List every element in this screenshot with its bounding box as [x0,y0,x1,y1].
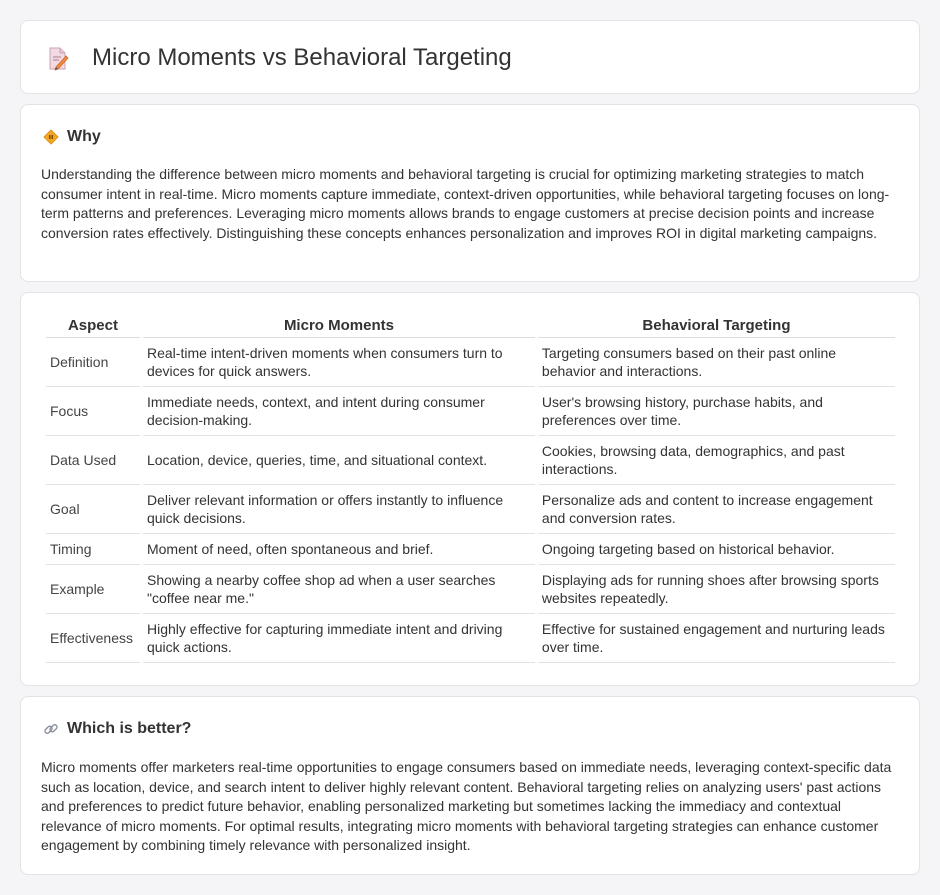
micro-cell: Location, device, queries, time, and situational context. [143,436,535,485]
micro-cell: Highly effective for capturing immediate intent and driving quick actions. [143,614,535,663]
table-row [46,485,895,534]
why-heading-row [43,127,101,147]
micro-cell: Immediate needs, context, and intent during consumer decision-making. [143,387,535,436]
header-aspect: Aspect [46,314,140,338]
link-icon [43,721,59,737]
behavioral-cell: Ongoing targeting based on historical behavior. [538,534,895,565]
why-section [20,104,920,282]
aspect-cell: Focus [46,387,140,436]
behavioral-cell: User's browsing history, purchase habits, and preferences over time. [538,387,895,436]
table-row [46,387,895,436]
document-edit-icon [47,47,69,71]
behavioral-cell: Displaying ads for running shoes after browsing sports websites repeatedly. [538,565,895,614]
aspect-cell: Example [46,565,140,614]
aspect-cell: Data Used [46,436,140,485]
micro-cell: Deliver relevant information or offers instantly to influence quick decisions. [143,485,535,534]
behavioral-cell: Targeting consumers based on their past online behavior and interactions. [538,338,895,387]
why-heading: Why [67,128,101,145]
which-heading-row [43,719,191,739]
table-row [46,534,895,565]
micro-cell: Real-time intent-driven moments when consumers turn to devices for quick answers. [143,338,535,387]
which-better-section [20,696,920,875]
why-text: Understanding the difference between micro moments and behavioral targeting is crucial for optimizing marketing strategies to match consumer intent in real-time. Micro moments capture immediate, context-driven opportunities, while behavioral targeting focuses on long-term patterns and preferences. Leveraging micro moments allows brands to engage customers at precise decision points and increase conversion rates effectively. Distinguishing these concepts enhances personalization and improves ROI in digital marketing campaigns. [41,166,890,241]
title-card [20,20,920,94]
behavioral-cell: Cookies, browsing data, demographics, and past interactions. [538,436,895,485]
comparison-table [43,314,898,663]
table-row [46,565,895,614]
micro-cell: Moment of need, often spontaneous and brief. [143,534,535,565]
table-header-row [46,314,895,338]
aspect-cell: Timing [46,534,140,565]
header-behavioral-targeting: Behavioral Targeting [538,314,895,338]
micro-cell: Showing a nearby coffee shop ad when a user searches "coffee near me." [143,565,535,614]
table-row [46,436,895,485]
page-title: Micro Moments vs Behavioral Targeting [92,44,512,71]
header-micro-moments: Micro Moments [143,314,535,338]
which-text: Micro moments offer marketers real-time opportunities to engage consumers based on immediate needs, leveraging context-specific data such as location, device, and search intent to deliver highly relevant content. Behavioral targeting relies on analyzing users' past actions and preferences to predict future behavior, enabling personalized marketing but sometimes lacking the immediacy and contextual relevance of micro moments. For optimal results, integrating micro moments with behavioral targeting strategies can enhance customer engagement by combining timely relevance with personalized insight. [41,759,892,854]
behavioral-cell: Personalize ads and content to increase engagement and conversion rates. [538,485,895,534]
table-row [46,614,895,663]
aspect-cell: Goal [46,485,140,534]
table-row [46,338,895,387]
which-heading: Which is better? [67,720,192,737]
behavioral-cell: Effective for sustained engagement and nurturing leads over time. [538,614,895,663]
aspect-cell: Definition [46,338,140,387]
diamond-sign-icon [43,129,59,145]
comparison-table-card [20,292,920,686]
aspect-cell: Effectiveness [46,614,140,663]
